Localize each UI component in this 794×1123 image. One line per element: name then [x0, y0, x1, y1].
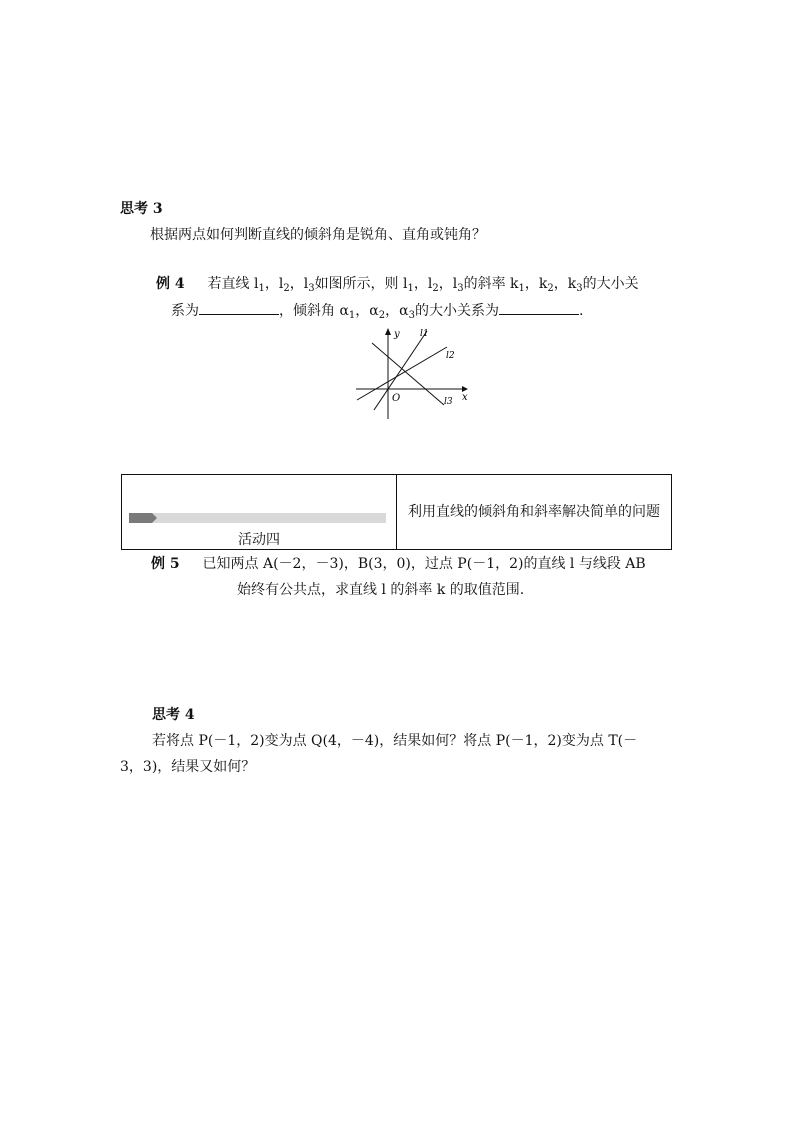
example5-line1: 例 5 已知两点 A(－2，－3)，B(3，0)，过点 P(－1，2)的直线 l 与线段 AB	[151, 556, 646, 572]
origin-label: O	[392, 393, 401, 404]
example5-line2: 始终有公共点，求直线 l 的斜率 k 的取值范围.	[237, 582, 525, 598]
x-axis-label: x	[462, 392, 468, 403]
example4-line2: 系为 ，倾斜角 $\alpha_1$，$\alpha_2$，$\alpha_3$的大小关系为 .	[171, 300, 583, 326]
y-axis-label: y	[394, 329, 400, 340]
think4-title: 思考 4	[152, 707, 195, 723]
think3-question: 根据两点如何判断直线的倾斜角是锐角、直角或钝角？	[150, 227, 486, 243]
l1-label: l1	[420, 329, 429, 339]
activity-label: 活动四	[238, 532, 280, 548]
answer-blank-angles	[499, 300, 579, 315]
y-axis-arrow	[385, 328, 391, 335]
line-l1	[374, 331, 427, 410]
activity-box	[121, 474, 672, 550]
line-l2	[357, 347, 447, 400]
activity-progress-fill	[129, 513, 152, 523]
l3-label: l3	[444, 397, 453, 407]
line-l3	[372, 343, 444, 405]
think4-line2: 3，3)，结果又如何？	[120, 759, 256, 775]
think3-title: 思考 3	[120, 201, 163, 217]
think4-line1: 若将点 P(－1，2)变为点 Q(4，－4)，结果如何？将点 P(－1，2)变为点 T(－	[152, 733, 638, 749]
example4-line1: 例 4 若直线 $l_1$，$l_2$，$l_3$如图所示，则 $l_1$，$l_2$，$l_3$的斜率 $k_1$，$k_2$，$k_3$的大小关	[156, 276, 639, 294]
answer-blank-slopes	[199, 300, 279, 315]
activity-header	[122, 475, 397, 549]
activity-description: 利用直线的倾斜角和斜率解决简单的问题	[408, 504, 660, 520]
activity-progress-bar	[129, 513, 386, 523]
l2-label: l2	[446, 351, 455, 361]
example4-label: 例 4	[156, 276, 185, 292]
activity-progress-arrow-icon	[152, 513, 157, 523]
example4-figure	[352, 325, 472, 420]
example5-label: 例 5	[151, 556, 180, 572]
